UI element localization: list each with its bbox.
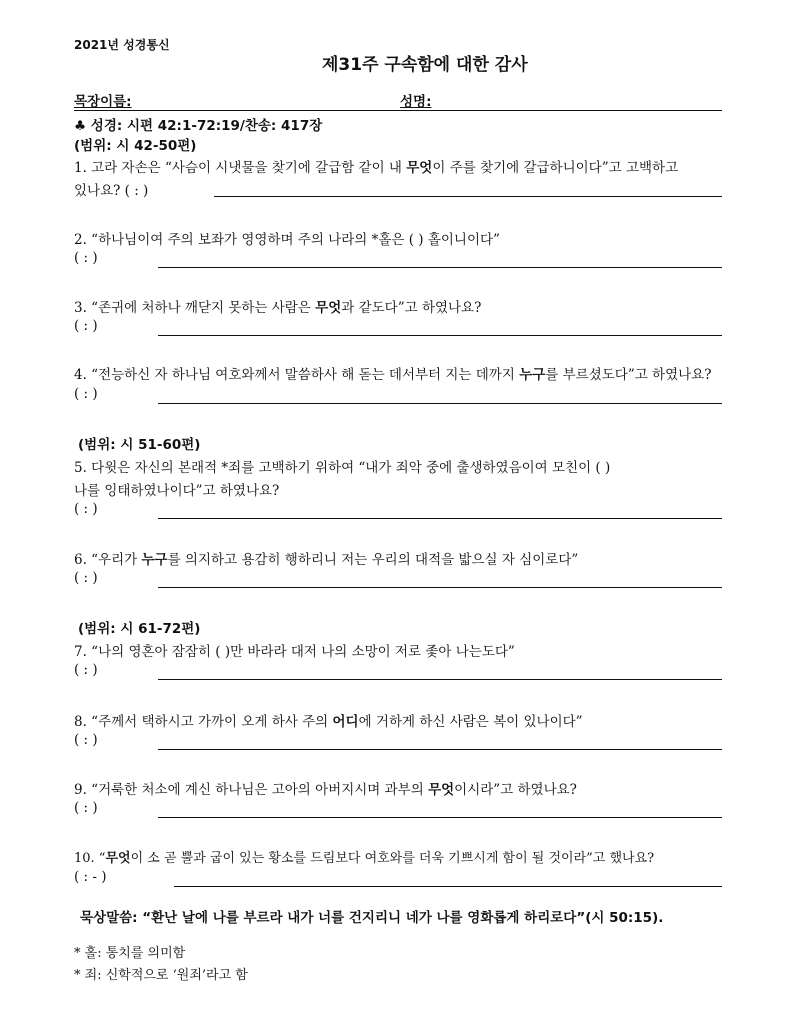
question-9: 9. “거룩한 처소에 계신 하나님은 고아의 아버지시며 과부의 무엇이시라”고 하였나요? [74, 782, 577, 798]
memory-verse: 묵상말씀: “환난 날에 나를 부르라 내가 너를 건지리니 네가 나를 영화롭게 하리로다”(시 50:15). [80, 910, 664, 926]
answer-10: ( : - ) [74, 869, 722, 887]
question-6: 6. “우리가 누구를 의지하고 용감히 행하리니 저는 우리의 대적을 밟으실 자 심이로다” [74, 552, 579, 568]
question-2: 2. “하나님이여 주의 보좌가 영영하며 주의 나라의 *홀은 ( ) 홀이니이다” [74, 232, 500, 248]
answer-5: ( : ) [74, 501, 722, 519]
year-label: 2021년 성경통신 [74, 38, 170, 52]
range-label-3: (범위: 시 61-72편) [78, 621, 201, 637]
footnote-2: * 죄: 신학적으로 ‘원죄’라고 함 [74, 968, 248, 983]
answer-4: ( : ) [74, 386, 722, 404]
question-5: 5. 다윗은 자신의 본래적 *죄를 고백하기 위하여 “내가 죄악 중에 출생하였음이여 모친이 ( ) [74, 460, 611, 476]
name-label: 성명: [400, 94, 432, 110]
answer-9: ( : ) [74, 800, 722, 818]
question-10: 10. “무엇이 소 곧 뿔과 굽이 있는 황소를 드림보다 여호와를 더욱 기쁘시게 함이 될 것이라”고 했나요? [74, 851, 655, 866]
answer-1: 있나요? ( : ) [74, 179, 722, 197]
answer-6: ( : ) [74, 570, 722, 588]
page-title: 제31주 구속함에 대한 감사 [322, 55, 528, 75]
parish-label: 목장이름: [74, 94, 132, 110]
answer-7: ( : ) [74, 662, 722, 680]
header-row [74, 90, 722, 111]
question-4: 4. “전능하신 자 하나님 여호와께서 말씀하사 해 돋는 데서부터 지는 데까지 누구를 부르셨도다”고 하였나요? [74, 367, 712, 383]
answer-3: ( : ) [74, 318, 722, 336]
question-8: 8. “주께서 택하시고 가까이 오게 하사 주의 어디에 거하게 하신 사람은 복이 있나이다” [74, 714, 583, 730]
scripture-reading: ♣ 성경: 시편 42:1-72:19/찬송: 417장 [74, 118, 323, 134]
answer-2: ( : ) [74, 250, 722, 268]
range-label-2: (범위: 시 51-60편) [78, 437, 201, 453]
question-3: 3. “존귀에 처하나 깨닫지 못하는 사람은 무엇과 같도다”고 하였나요? [74, 300, 482, 316]
question-5-line-2: 나를 잉태하였나이다”고 하였나요? [74, 483, 280, 499]
question-7: 7. “나의 영혼아 잠잠히 ( )만 바라라 대저 나의 소망이 저로 좇아 나는도다” [74, 644, 515, 660]
footnote-1: * 홀: 통치를 의미함 [74, 946, 186, 961]
answer-8: ( : ) [74, 732, 722, 750]
range-label-1: (범위: 시 42-50편) [74, 138, 197, 154]
question-1: 1. 고라 자손은 “사슴이 시냇물을 찾기에 갈급함 같이 내 무엇이 주를 찾기에 갈급하니이다”고 고백하고 [74, 160, 679, 176]
